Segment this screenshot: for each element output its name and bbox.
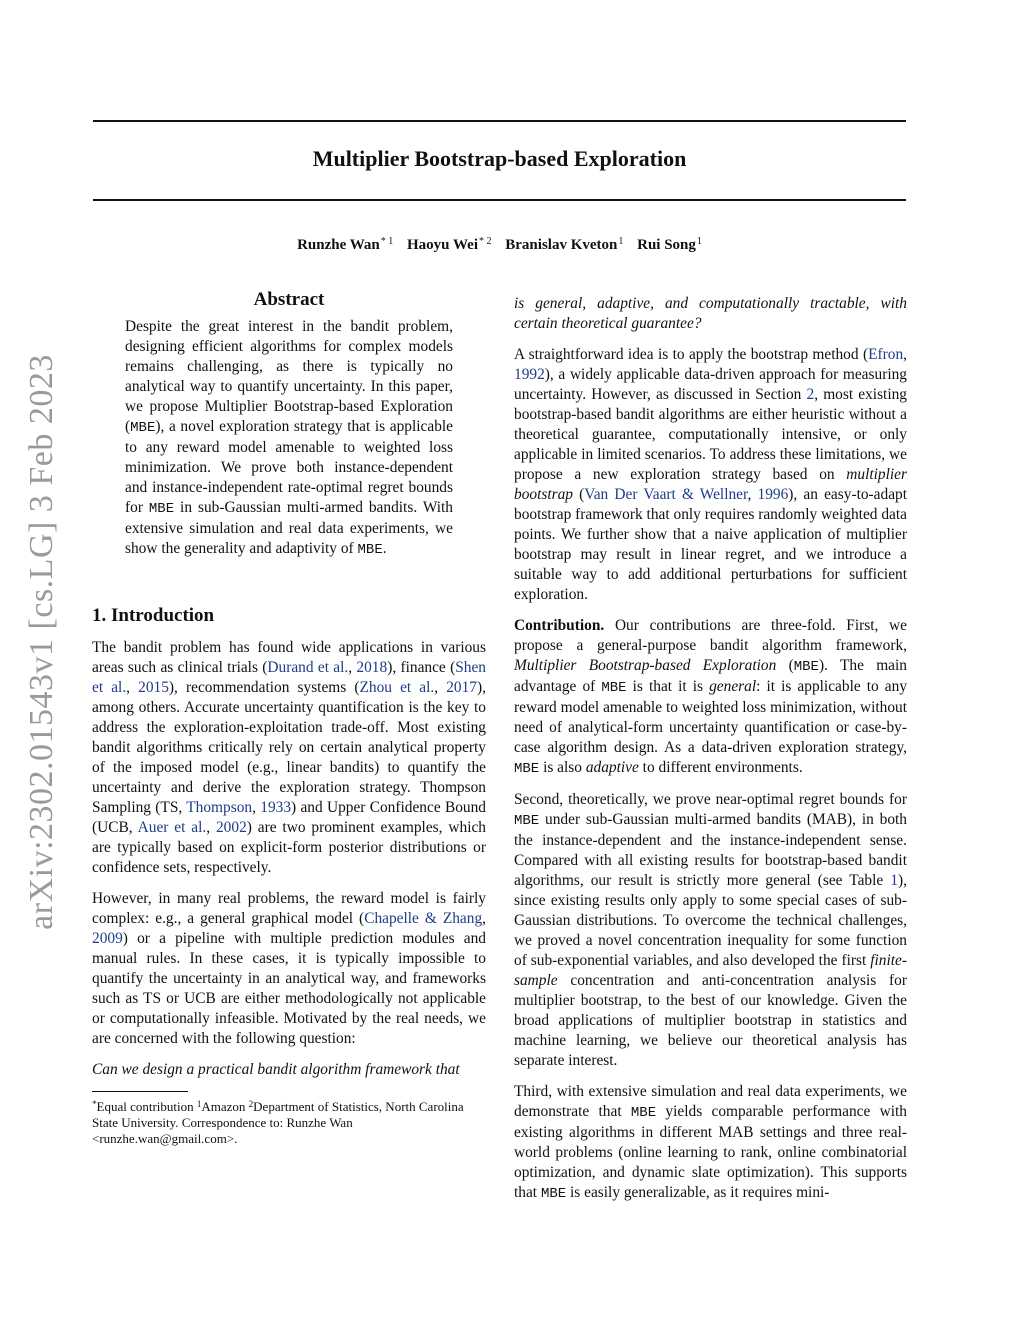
citation-year-link[interactable]: 2002 (215, 819, 247, 836)
citation-link[interactable]: Van Der Vaart & Wellner (584, 486, 748, 503)
citation-link[interactable]: Zhou et al. (359, 679, 435, 696)
author: Branislav Kveton$^1$ (505, 236, 624, 253)
citation-year-link[interactable]: 2015 (138, 679, 169, 696)
research-question-end: is general, adaptive, and computationally tractable, with certain theoretical guarantee? (514, 295, 907, 332)
footnote-divider (92, 1091, 188, 1092)
section-heading-introduction: 1. Introduction (92, 605, 215, 626)
citation-year-link[interactable]: 2009 (92, 930, 123, 947)
author: Runzhe Wan$^{* 1}$ (297, 236, 394, 253)
citation-link[interactable]: Shen et al. (92, 659, 486, 696)
author: Rui Song$^1$ (637, 236, 702, 253)
abstract-body: Despite the great interest in the bandit problem, designing efficient algorithms for complex models remains challenging, as there is typically no analytical way to quantify uncertainty. In this paper, we propose Multiplier Bootstrap-based Exploration (MBE), a novel exploration strategy that is applicable to any reward model amenable to weighted loss minimization. We prove both instance-dependent and instance-independent rate-optimal regret bounds for MBE in sub-Gaussian multi-armed bandits. With extensive simulation and real data experiments, we show the generality and adaptivity of MBE. (125, 318, 453, 558)
left-column (92, 290, 486, 1147)
footnote: *Equal contribution $^1$Amazon $^2$Department of Statistics, North Carolina State University. Correspondence to: Runzhe Wan <runzhe.wan@gmail.com>. (92, 1099, 464, 1146)
right-column (514, 294, 907, 1215)
title-rule-bottom (93, 199, 906, 201)
citation-link[interactable]: Efron (868, 346, 904, 363)
section-ref-link[interactable]: 2 (806, 386, 815, 403)
citation-year-link[interactable]: 2018 (356, 659, 388, 676)
intro-paragraph-1: The bandit problem has found wide applications in various areas such as clinical trials (Durand et al., 2018), finance (Shen et al., 2015), recommendation systems (Zhou et al., 2017), among others. Accurate uncertainty quantification is the key to address the exploration-exploitation trade-off. Most existing bandit algorithms critically rely on certain analytical property of the imposed model (e.g., linear bandits) to quantify the uncertainty and derive the exploration strategy. Thompson Sampling (TS, Thompson, 1933) and Upper Confidence Bound (UCB, Auer et al., 2002) are two prominent examples, which are typically based on explicit-form posterior distributions or confidence sets, respectively. (92, 639, 487, 876)
citation-year-link[interactable]: 2017 (446, 679, 477, 696)
paper-title: Multiplier Bootstrap-based Exploration (312, 146, 687, 171)
theory-paragraph: Second, theoretically, we prove near-optimal regret bounds for MBE under sub-Gaussian multi-armed bandits (MAB), in both the instance-dependent and the instance-independent sense. Compared with all existing results for bootstrap-based bandit algorithms, our result is strictly more general (see Table 1), since existing results only apply to some special cases of sub-Gaussian distributions. To overcome the technical challenges, we proved a novel concentration inequality for some function of sub-exponential variables, and also developed the first finite-sample concentration and anti-concentration analysis for multiplier bootstrap, to the best of our knowledge. Given the broad applications of multiplier bootstrap in statistics and machine learning, we believe our theoretical analysis has separate interest. (514, 791, 907, 1069)
intro-paragraph-2: However, in many real problems, the reward model is fairly complex: e.g., a general graphical model (Chapelle & Zhang, 2009) or a pipeline with multiple prediction modules and manual rules. In these cases, it is typically impossible to quantify the uncertainty in an analytical way, and frameworks such as TS or UCB are either methodologically not applicable or computationally infeasible. Motivated by the real needs, we are concerned with the following question: (92, 890, 486, 1047)
abstract-heading: Abstract (253, 289, 325, 310)
experiments-paragraph: Third, with extensive simulation and real data experiments, we demonstrate that MBE yields comparable performance with existing algorithms in different MAB settings and three real-world problems (online learning to rank, online combinatorial optimization, and dynamic slate optimization). This supports that MBE is easily generalizable, as it requires mini- (514, 1083, 907, 1202)
arxiv-identifier[interactable]: arXiv:2302.01543v1 [cs.LG] 3 Feb 2023 (23, 354, 60, 930)
bootstrap-paragraph: A straightforward idea is to apply the bootstrap method (Efron, 1992), a widely applicable data-driven approach for measuring uncertainty. However, as discussed in Section 2, most existing bootstrap-based bandit algorithms are either heuristic without a theoretical guarantee, computationally intensive, or only applicable in limited scenarios. To address these limitations, we propose a new exploration strategy based on multiplier bootstrap (Van Der Vaart & Wellner, 1996), an easy-to-adapt bootstrap framework that only requires randomly weighted data points. We further show that a naive application of multiplier bootstrap may result in linear regret, and we introduce a suitable way to add additional perturbations for sufficient exploration. (514, 346, 907, 603)
author-list (93, 236, 906, 254)
contribution-paragraph: Contribution. Our contributions are three-fold. First, we propose a general-purpose bandit algorithm framework, Multiplier Bootstrap-based Exploration (MBE). The main advantage of MBE is that it is general: it is applicable to any reward model amenable to weighted loss minimization, without need of analytical-form uncertainty quantification or case-by-case algorithm design. As a data-driven exploration strategy, MBE is also adaptive to different environments. (514, 617, 908, 777)
citation-year-link[interactable]: 1996 (757, 486, 789, 503)
title-rule-top (93, 120, 906, 122)
citation-link[interactable]: Thompson (186, 799, 253, 816)
citation-link[interactable]: Auer et al. (137, 819, 207, 836)
citation-link[interactable]: Durand et al. (267, 659, 349, 676)
citation-link[interactable]: Chapelle & Zhang (364, 910, 483, 927)
citation-year-link[interactable]: 1992 (514, 366, 545, 383)
research-question-start: Can we design a practical bandit algorithm framework that (92, 1061, 460, 1078)
citation-year-link[interactable]: 1933 (260, 799, 292, 816)
author: Haoyu Wei$^{* 2}$ (407, 236, 492, 253)
table-ref-link[interactable]: 1 (890, 872, 899, 889)
